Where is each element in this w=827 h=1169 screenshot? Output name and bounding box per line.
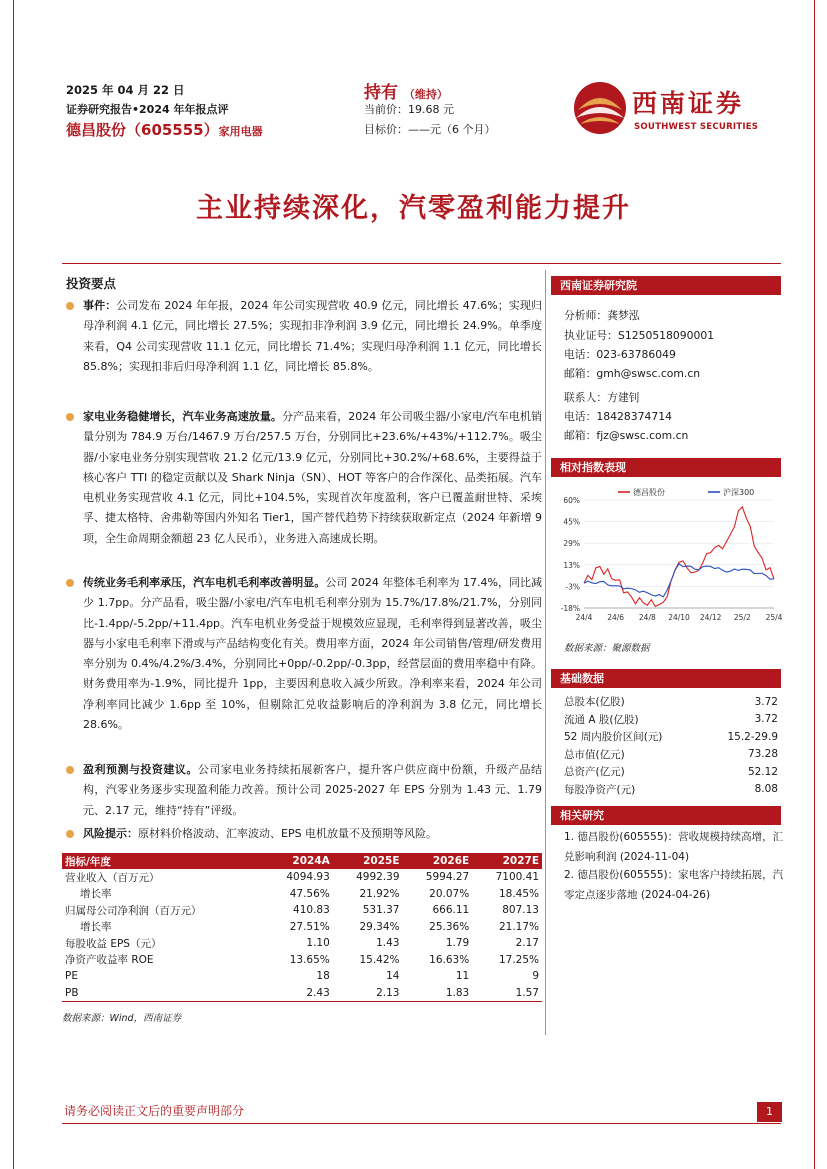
contact-email: 邮箱：fjz@swsc.com.cn bbox=[564, 429, 689, 442]
bullet-text: 公司 2024 年整体毛利率为 17.4%，同比减少 1.7pp。分产品看，吸尘器/小家电/汽车电机毛利率分别为 15.7%/17.8%/21.7%，分别同比-1.4pp/-5.2pp/+11.4pp。汽车电机业务受益于规模效应显现，毛利率得到显著改善，吸尘器与小家电毛利率下滑或与产品结构变化有关。费用率方面，2024 年公司销售/管理/研发费用率分别为 0.4%/4.2%/3.4%，分别同比+0pp/-0.2pp/-0.3pp，经营层面的费用率稳中有降。财务费用率为-1.9%，同比提升 1pp，主要因利息收入减少所致。净利率来看，2024 年公司净利率同比减少 1.6pp 至 10%，但剔除汇兑收益影响后的净利润为 3.8 亿元，同比增长 28.6%。 bbox=[83, 576, 542, 732]
basic-value: 73.28 bbox=[747, 748, 778, 761]
legend-label: 沪深300 bbox=[723, 488, 755, 497]
table-cell: 2.43 bbox=[263, 985, 333, 1002]
analyst-name: 分析师：龚梦泓 bbox=[564, 309, 640, 322]
row-label: PE bbox=[65, 970, 78, 983]
bullet-forecast bbox=[66, 760, 542, 821]
bullet-lead: 事件： bbox=[83, 299, 117, 312]
table-row bbox=[62, 985, 542, 1002]
section-heading: 投资要点 bbox=[66, 276, 117, 291]
bullet-lead: 传统业务毛利率承压，汽车电机毛利率改善明显。 bbox=[83, 576, 326, 589]
table-cell: 14 bbox=[386, 970, 400, 983]
analyst-email: 邮箱：gmh@swsc.com.cn bbox=[564, 367, 701, 380]
row-label: PB bbox=[62, 985, 263, 1002]
table-header-row bbox=[62, 853, 542, 869]
bullet-event bbox=[66, 296, 542, 377]
table-cell: 18.45% bbox=[498, 887, 539, 900]
rating-line bbox=[364, 78, 448, 103]
stock-name: 德昌股份（605555） bbox=[66, 121, 219, 139]
y-tick-label: 13% bbox=[563, 560, 580, 570]
table-cell: 2.17 bbox=[515, 937, 539, 950]
basic-data-row bbox=[564, 763, 778, 781]
basic-data-table bbox=[564, 693, 778, 798]
table-cell: 20.07% bbox=[429, 887, 470, 900]
report-date: 2025 年 04 月 22 日 bbox=[66, 83, 185, 97]
rating: 持有 bbox=[364, 83, 398, 103]
table-cell: 666.11 bbox=[432, 904, 470, 917]
page-border-left bbox=[13, 0, 14, 1169]
basic-value: 8.08 bbox=[754, 783, 778, 796]
y-tick-label: 29% bbox=[563, 539, 580, 549]
footer-disclaimer: 请务必阅读正文后的重要声明部分 bbox=[64, 1104, 245, 1118]
table-header-cell: 2026E bbox=[403, 853, 473, 869]
contact-name: 联系人：方建钊 bbox=[564, 391, 640, 404]
row-label: 营业收入（百万元） bbox=[65, 871, 160, 884]
stock-name-line bbox=[66, 119, 263, 140]
logo-english: SOUTHWEST SECURITIES bbox=[634, 122, 759, 132]
title-divider bbox=[62, 263, 781, 264]
bullet-dot-icon bbox=[66, 579, 74, 587]
table-cell: 21.17% bbox=[498, 920, 539, 933]
footer-divider bbox=[62, 1123, 781, 1124]
series-line bbox=[584, 564, 774, 597]
basics-heading: 基础数据 bbox=[551, 669, 781, 688]
table-cell: 410.83 bbox=[293, 904, 330, 917]
legend-label: 德昌股份 bbox=[633, 488, 665, 497]
basic-data-row bbox=[564, 781, 778, 799]
basic-value: 52.12 bbox=[747, 765, 778, 778]
table-row bbox=[62, 919, 542, 936]
table-header-cell: 2027E bbox=[472, 853, 542, 869]
basic-label: 流通 A 股(亿股) bbox=[564, 713, 639, 726]
table-cell: 7100.41 bbox=[495, 871, 539, 884]
rating-change: （维持） bbox=[403, 88, 448, 101]
table-cell: 16.63% bbox=[429, 953, 470, 966]
institute-heading: 西南证券研究院 bbox=[551, 276, 781, 295]
chart-heading: 相对指数表现 bbox=[551, 458, 781, 477]
basic-data-row bbox=[564, 746, 778, 764]
bullet-lead: 家电业务稳健增长，汽车业务高速放量。 bbox=[83, 410, 282, 423]
contact-phone: 电话：18428374714 bbox=[564, 410, 672, 423]
chart-source: 数据来源：聚源数据 bbox=[564, 643, 650, 654]
table-cell: 18 bbox=[316, 970, 330, 983]
basic-label: 52 周内股价区间(元) bbox=[564, 731, 663, 744]
basic-label: 每股净资产(元) bbox=[564, 783, 636, 796]
basic-label: 总市值(亿元) bbox=[564, 748, 625, 761]
bullet-margin bbox=[66, 573, 542, 735]
basic-data-row bbox=[564, 711, 778, 729]
table-cell: 1.10 bbox=[306, 937, 330, 950]
basic-data-row bbox=[564, 728, 778, 746]
page-number: 1 bbox=[757, 1102, 782, 1122]
y-tick-label: -3% bbox=[565, 582, 580, 592]
table-cell: 4992.39 bbox=[356, 871, 400, 884]
basic-label: 总资产(亿元) bbox=[564, 766, 625, 779]
logo-name: 西南证券 bbox=[632, 89, 745, 118]
analyst-phone: 电话：023-63786049 bbox=[564, 348, 676, 361]
table-source: 数据来源：Wind，西南证券 bbox=[62, 1013, 182, 1024]
company-logo bbox=[572, 78, 782, 138]
current-price: 当前价：19.68 元 bbox=[364, 103, 454, 116]
report-type: 证券研究报告•2024 年年报点评 bbox=[66, 103, 229, 116]
table-cell: 2.13 bbox=[333, 985, 403, 1002]
row-label: 增长率 bbox=[80, 921, 112, 934]
table-cell: 1.57 bbox=[472, 985, 542, 1002]
table-cell: 1.43 bbox=[376, 937, 400, 950]
table-cell: 15.42% bbox=[359, 953, 400, 966]
basic-label: 总股本(亿股) bbox=[564, 696, 625, 709]
bullet-text: 公司家电业务持续拓展新客户，提升客户供应商中份额，升级产品结构，汽零业务逐步实现盈利能力改善。预计公司 2025-2027 年 EPS 分别为 1.43 元、1.79 元、2.17 元，维持“持有”评级。 bbox=[83, 763, 543, 817]
table-cell: 47.56% bbox=[289, 887, 330, 900]
x-tick-label: 24/6 bbox=[607, 613, 625, 622]
table-cell: 1.83 bbox=[403, 985, 473, 1002]
x-tick-label: 24/12 bbox=[699, 613, 722, 622]
table-row bbox=[62, 869, 542, 886]
bullet-dot-icon bbox=[66, 766, 74, 774]
bullet-risk bbox=[66, 824, 542, 844]
table-cell: 13.65% bbox=[289, 953, 330, 966]
x-tick-label: 25/4 bbox=[765, 613, 782, 622]
table-row bbox=[62, 952, 542, 969]
table-row bbox=[62, 902, 542, 919]
table-cell: 5994.27 bbox=[425, 871, 470, 884]
bullet-text: 分产品来看，2024 年公司吸尘器/小家电/汽车电机销量分别为 784.9 万台/1467.9 万台/257.5 万台，分别同比+23.6%/+43%/+112.7%。吸尘器/小家电业务分别实现营收 21.2 亿元/13.9 亿元，分别同比+30.2%/+68.6%，主要得益于核心客户 TTI 的稳定贡献以及 Shark Ninja（SN）、HOT 等客户的合作深化、品类拓展。汽车电机业务实现营收 4.1 亿元，同比+104.5%，实现首次年度盈利，客户已覆盖耐世特、采埃孚、捷太格特、舍弗勒等国内外知名 Tier1，国产替代趋势下持续获取新定点（2024 年新增 9 项，全生命周期金额超 23 亿人民币），业务进入高速成长期。 bbox=[83, 410, 543, 545]
table-cell: 17.25% bbox=[498, 953, 539, 966]
related-report[interactable]: 2. 德昌股份(605555)：家电客户持续拓展，汽零定点逐步落地 (2024-04-26) bbox=[564, 869, 784, 901]
table-cell: 807.13 bbox=[502, 904, 539, 917]
table-header-cell: 2025E bbox=[333, 853, 403, 869]
column-divider bbox=[545, 270, 546, 1035]
row-label: 每股收益 EPS（元） bbox=[65, 937, 162, 950]
row-label: 归属母公司净利润（百万元） bbox=[65, 904, 202, 917]
bullet-dot-icon bbox=[66, 413, 74, 421]
table-header-cell: 指标/年度 bbox=[62, 853, 263, 869]
bullet-business bbox=[66, 407, 542, 549]
row-label: 净资产收益率 ROE bbox=[65, 954, 154, 967]
x-tick-label: 24/10 bbox=[668, 613, 690, 622]
basic-value: 15.2-29.9 bbox=[727, 730, 778, 743]
bullet-lead: 风险提示： bbox=[83, 827, 138, 840]
logo-emblem-icon bbox=[572, 80, 628, 136]
report-title: 主业持续深化，汽零盈利能力提升 bbox=[196, 193, 631, 224]
table-row bbox=[62, 935, 542, 952]
table-cell: 531.37 bbox=[362, 904, 400, 917]
table-cell: 9 bbox=[532, 970, 539, 983]
table-row bbox=[62, 968, 542, 985]
y-tick-label: -18% bbox=[560, 604, 580, 613]
relative-index-chart bbox=[556, 484, 782, 634]
table-row bbox=[62, 886, 542, 903]
analyst-cert: 执业证号：S1250518090001 bbox=[564, 329, 715, 342]
related-report[interactable]: 1. 德昌股份(605555)：营收规模持续高增，汇兑影响利润 (2024-11-04) bbox=[564, 831, 784, 863]
basic-data-row bbox=[564, 693, 778, 711]
table-cell: 27.51% bbox=[289, 920, 330, 933]
y-tick-label: 45% bbox=[563, 517, 580, 527]
financial-forecast-table bbox=[62, 853, 542, 1002]
table-cell: 4094.93 bbox=[286, 871, 330, 884]
industry: 家用电器 bbox=[218, 125, 263, 138]
bullet-dot-icon bbox=[66, 302, 74, 310]
row-label: 增长率 bbox=[80, 888, 112, 901]
x-tick-label: 24/8 bbox=[638, 613, 656, 622]
target-price: 目标价：——元（6 个月） bbox=[364, 123, 496, 136]
related-heading: 相关研究 bbox=[551, 806, 781, 825]
x-tick-label: 25/2 bbox=[733, 613, 751, 622]
table-cell: 29.34% bbox=[359, 920, 400, 933]
table-cell: 11 bbox=[455, 970, 470, 983]
table-header-cell: 2024A bbox=[263, 853, 333, 869]
x-tick-label: 24/4 bbox=[575, 613, 593, 622]
table-cell: 1.79 bbox=[445, 937, 470, 950]
basic-value: 3.72 bbox=[754, 713, 778, 726]
bullet-dot-icon bbox=[66, 830, 74, 838]
basic-value: 3.72 bbox=[754, 695, 778, 708]
bullet-text: 公司发布 2024 年年报，2024 年公司实现营收 40.9 亿元，同比增长 47.6%；实现归母净利润 4.1 亿元，同比增长 27.5%；实现扣非净利润 3.9 亿元，同比增长 24.9%。单季度来看，Q4 公司实现营收 11.1 亿元，同比增长 71.4%；实现归母净利润 1.1 亿元，同比增长 85.8%；实现扣非后归母净利润 1.1 亿，同比增长 85.8%。 bbox=[83, 299, 543, 373]
bullet-text: 原材料价格波动、汇率波动、EPS 电机放量不及预期等风险。 bbox=[138, 827, 438, 840]
bullet-lead: 盈利预测与投资建议。 bbox=[83, 763, 198, 776]
table-cell: 21.92% bbox=[359, 887, 400, 900]
page-border-right bbox=[814, 0, 815, 1169]
table-cell: 25.36% bbox=[429, 920, 470, 933]
y-tick-label: 60% bbox=[563, 496, 580, 505]
